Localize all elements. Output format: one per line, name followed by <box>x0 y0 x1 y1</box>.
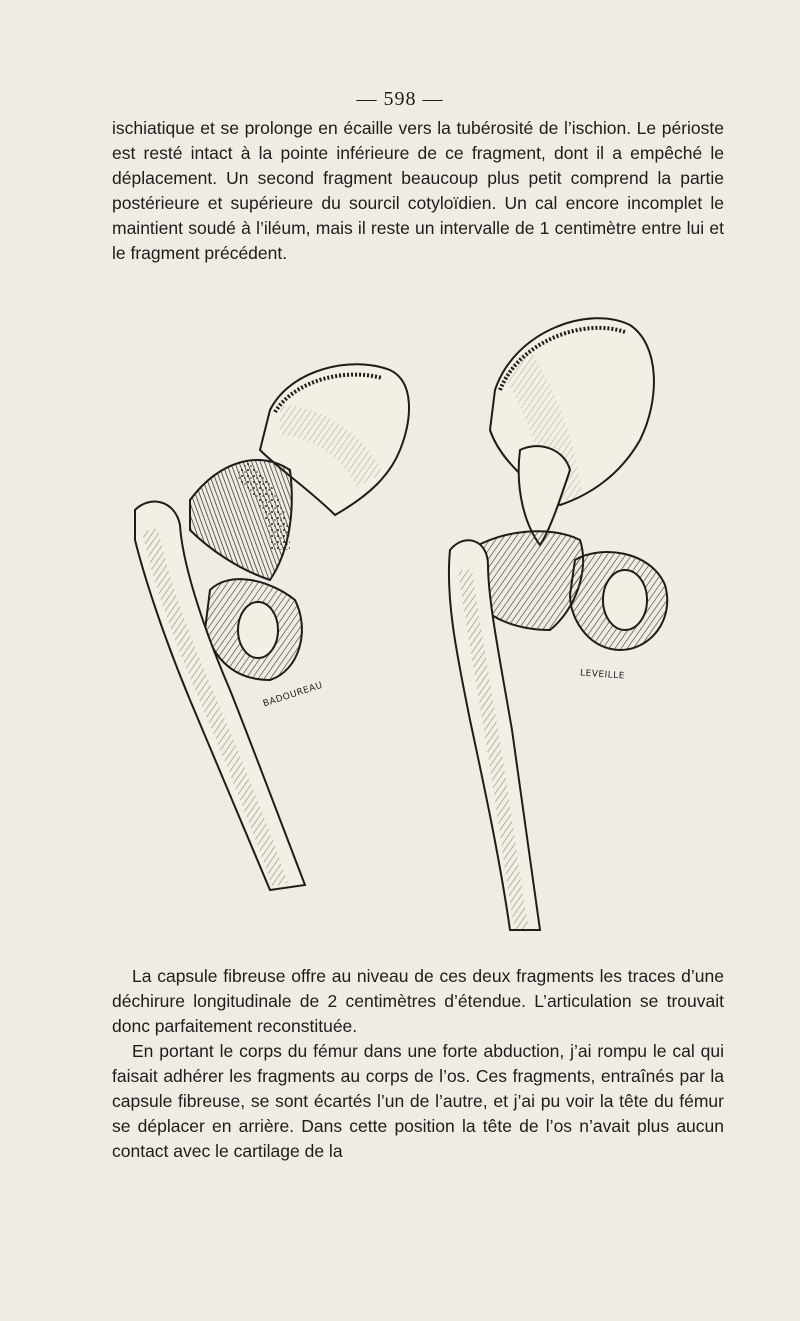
engraver-signature-left: BADOUREAU <box>261 680 325 710</box>
paragraph-capsule: La capsule fibreuse offre au niveau de ces deux fragments les traces d’une déchirure longitudinale de 2 centimètres d’étendue. L’articulation se trouvait donc parfaitement reconstituée. <box>112 966 724 1036</box>
left-specimen <box>135 364 409 890</box>
paragraph-abduction: En portant le corps du fémur dans une forte abduction, j’ai rompu le cal qui faisait adhérer les fragments au corps de l’os. Ces fragments, entraînés par la capsule fibreuse, se sont écartés l’un de l’autre, et j’ai pu voir la tête du fémur se déplacer en arrière. Dans cette position la tête de l’os n’avait plus aucun contact avec le cartilage de la <box>112 1041 724 1161</box>
engraver-signature-right: LEVEILLE <box>579 668 626 682</box>
top-paragraph <box>112 116 724 266</box>
right-specimen <box>449 318 667 930</box>
anatomical-figure <box>120 300 700 940</box>
page-number: — 598 — <box>356 88 444 110</box>
top-paragraph-text: ischiatique et se prolonge en écaille vers la tubérosité de l’ischion. Le périoste est resté intact à la pointe inférieure de ce fragment, dont il a empêché le déplacement. Un second fragment beaucoup plus petit comprend la partie postérieure et supérieure du sourcil cotyloïdien. Un cal encore incomplet le maintient soudé à l’iléum, mais il reste un intervalle de 1 centimètre entre lui et le fragment précédent. <box>112 118 724 263</box>
femur-pelvis-engraving <box>120 300 700 940</box>
bottom-text <box>112 964 724 1164</box>
